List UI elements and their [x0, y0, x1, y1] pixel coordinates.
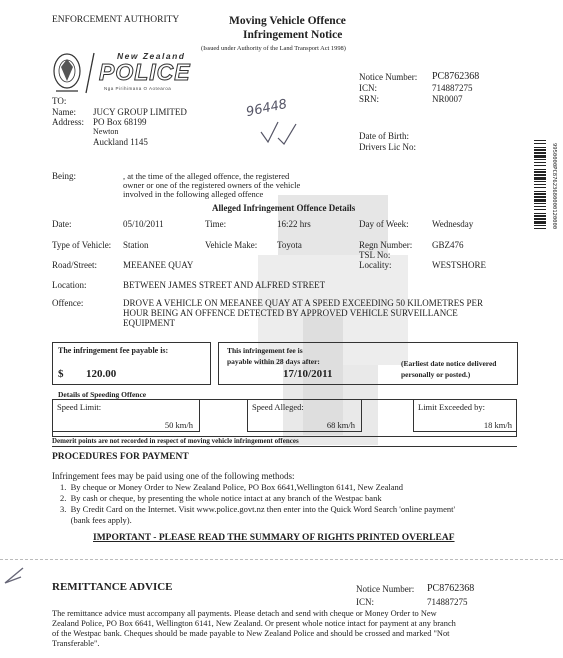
fee-payable-label: The infringement fee payable is: — [58, 346, 169, 355]
limit-exceeded-cell — [413, 399, 517, 432]
address-line: Newton — [93, 127, 119, 136]
speed-limit-value: 50 km/h — [164, 420, 193, 430]
barcode-bar — [534, 152, 546, 154]
fee-payable-box — [52, 342, 211, 385]
remittance-text-line: The remittance advice must accompany all payments. Please detach and send with cheque or Money Order to New — [52, 609, 437, 618]
divider — [52, 446, 517, 447]
handwritten-note: 96448 — [244, 96, 289, 121]
barcode-bar — [534, 159, 546, 160]
notice-title: Moving Vehicle Offence — [229, 15, 346, 27]
scissors-icon — [3, 565, 25, 585]
being-text-line: , at the time of the alleged offence, the registered — [123, 171, 290, 181]
road-label: Road/Street: — [52, 260, 97, 270]
logo-word: POLICE — [99, 59, 191, 85]
speed-alleged-label: Speed Alleged: — [252, 402, 304, 412]
earliest-date-note: personally or posted.) — [401, 370, 471, 379]
barcode — [534, 140, 546, 230]
remittance-notice-value: PC8762368 — [427, 583, 475, 594]
barcode-bar — [534, 171, 546, 173]
srn-value: NR0007 — [432, 94, 463, 104]
drivers-lic-label: Drivers Lic No: — [359, 142, 416, 152]
barcode-bar — [534, 149, 546, 151]
icn-value: 714887275 — [432, 83, 473, 93]
remittance-text-line: Transferable". — [52, 639, 100, 648]
time-label: Time: — [205, 219, 227, 229]
logo-motto: Nga Pirihimana O Aotearoa — [104, 86, 172, 91]
offence-text-line: HOUR BEING AN OFFENCE DETECTED BY APPROVED VEHICLE SURVEILLANCE — [123, 308, 458, 318]
offence-text-line: DROVE A VEHICLE ON MEEANEE QUAY AT A SPEED EXCEEDING 50 KILOMETRES PER — [123, 298, 484, 308]
demerit-note: Demerit points are not recorded in respect of moving vehicle infringement offences — [52, 437, 299, 445]
notice-number-value: PC8762368 — [432, 71, 480, 82]
barcode-bar — [534, 181, 546, 182]
enforcement-authority-label: ENFORCEMENT AUTHORITY — [52, 15, 180, 25]
fee-due-line: This infringement fee is — [227, 346, 303, 355]
barcode-bar — [534, 143, 546, 144]
fee-amount: 120.00 — [86, 368, 117, 380]
handwritten-tick-icon — [258, 118, 303, 148]
fee-currency: $ — [58, 368, 64, 380]
barcode-bar — [534, 218, 546, 220]
day-of-week-value: Wednesday — [432, 219, 474, 229]
barcode-text: 9950000PC87623680000120000 — [551, 143, 557, 230]
tear-line — [0, 559, 563, 560]
barcode-bar — [534, 165, 546, 166]
logo-country: New Zealand — [117, 51, 186, 61]
vehicle-make-value: Toyota — [277, 240, 302, 250]
important-notice: IMPORTANT - PLEASE READ THE SUMMARY OF RIGHTS PRINTED OVERLEAF — [93, 533, 455, 543]
date-label: Date: — [52, 219, 72, 229]
notice-number-label: Notice Number: — [359, 72, 418, 82]
name-value: JUCY GROUP LIMITED — [93, 107, 187, 117]
regn-number-label: Regn Number: — [359, 240, 413, 250]
barcode-bar — [534, 225, 546, 226]
remittance-heading: REMITTANCE ADVICE — [52, 581, 173, 593]
remittance-icn-label: ICN: — [356, 597, 374, 607]
day-of-week-label: Day of Week: — [359, 219, 409, 229]
barcode-bar — [534, 147, 546, 148]
regn-number-value: GBZ476 — [432, 240, 464, 250]
location-label: Location: — [52, 280, 87, 290]
barcode-bar — [534, 196, 546, 198]
barcode-bar — [534, 215, 546, 217]
barcode-bar — [534, 169, 546, 170]
payment-method-item: 1. By cheque or Money Order to New Zealand Police, PO Box 6641,Wellington 6141, New Zealand — [60, 482, 404, 492]
issued-under-text: (Issued under Authority of the Land Transport Act 1998) — [201, 45, 346, 52]
being-text-line: owner or one of the registered owners of the vehicle — [123, 180, 301, 190]
barcode-bar — [534, 228, 546, 229]
address-label: Address: — [52, 117, 84, 127]
procedures-intro: Infringement fees may be paid using one of the following methods: — [52, 471, 295, 481]
locality-label: Locality: — [359, 260, 392, 270]
srn-label: SRN: — [359, 94, 380, 104]
dob-label: Date of Birth: — [359, 131, 409, 141]
barcode-bar — [534, 184, 546, 185]
limit-exceeded-value: 18 km/h — [483, 420, 512, 430]
name-label: Name: — [52, 107, 76, 117]
barcode-bar — [534, 187, 546, 188]
fee-due-date: 17/10/2011 — [283, 368, 333, 380]
barcode-bar — [534, 140, 546, 141]
payment-method-item: (bank fees apply). — [60, 515, 132, 525]
barcode-bar — [534, 209, 546, 210]
locality-value: WESTSHORE — [432, 260, 486, 270]
speed-alleged-value: 68 km/h — [326, 420, 355, 430]
address-line: PO Box 68199 — [93, 117, 147, 127]
fee-due-box — [218, 342, 518, 385]
address-line: Auckland 1145 — [93, 137, 148, 147]
fee-due-line: payable within 28 days after: — [227, 357, 320, 366]
location-value: BETWEEN JAMES STREET AND ALFRED STREET — [123, 280, 326, 290]
speed-limit-label: Speed Limit: — [57, 402, 102, 412]
speeding-heading: Details of Speeding Offence — [58, 390, 147, 399]
tsl-label: TSL No: — [359, 250, 391, 260]
vehicle-type-value: Station — [123, 240, 149, 250]
barcode-bar — [534, 162, 546, 163]
payment-method-item: 3. By Credit Card on the Internet. Visit www.police.govt.nz then enter into the Quick Word Search 'online payment' — [60, 504, 455, 514]
date-value: 05/10/2011 — [123, 219, 164, 229]
remittance-notice-label: Notice Number: — [356, 584, 415, 594]
offence-label: Offence: — [52, 298, 84, 308]
speed-limit-cell — [52, 399, 200, 432]
remittance-text-line: of the Westpac bank. Cheques should be made payable to New Zealand Police and should be crossed and marked "Not — [52, 629, 450, 638]
earliest-date-note: (Earliest date notice delivered — [401, 359, 497, 368]
to-label: TO: — [52, 96, 67, 106]
details-heading: Alleged Infringement Offence Details — [212, 203, 356, 213]
payment-method-item: 2. By cash or cheque, by presenting the whole notice intact at any branch of the Westpac bank — [60, 493, 382, 503]
being-label: Being: — [52, 171, 76, 181]
limit-exceeded-label: Limit Exceeded by: — [418, 402, 486, 412]
police-logo — [50, 51, 200, 95]
remittance-icn-value: 714887275 — [427, 597, 468, 607]
barcode-bar — [534, 221, 546, 224]
barcode-bar — [534, 177, 546, 180]
barcode-bar — [534, 206, 546, 207]
barcode-bar — [534, 203, 546, 204]
notice-subtitle: Infringement Notice — [243, 29, 343, 41]
vehicle-make-label: Vehicle Make: — [205, 240, 258, 250]
barcode-bar — [534, 191, 546, 192]
road-value: MEEANEE QUAY — [123, 260, 194, 270]
offence-text-line: EQUIPMENT — [123, 318, 175, 328]
vehicle-type-label: Type of Vehicle: — [52, 240, 112, 250]
barcode-bar — [534, 174, 546, 176]
being-text-line: involved in the following alleged offence — [123, 189, 264, 199]
barcode-bar — [534, 213, 546, 214]
barcode-bar — [534, 193, 546, 195]
barcode-bar — [534, 155, 546, 158]
remittance-text-line: Zealand Police, PO Box 6641, Wellington 6141, New Zealand. Or present whole notice intact for payment at any branch — [52, 619, 456, 628]
procedures-heading: PROCEDURES FOR PAYMENT — [52, 452, 189, 462]
icn-label: ICN: — [359, 83, 377, 93]
time-value: 16:22 hrs — [277, 219, 311, 229]
speed-alleged-cell — [247, 399, 362, 432]
barcode-bar — [534, 199, 546, 202]
logo-slash-icon — [84, 51, 96, 95]
